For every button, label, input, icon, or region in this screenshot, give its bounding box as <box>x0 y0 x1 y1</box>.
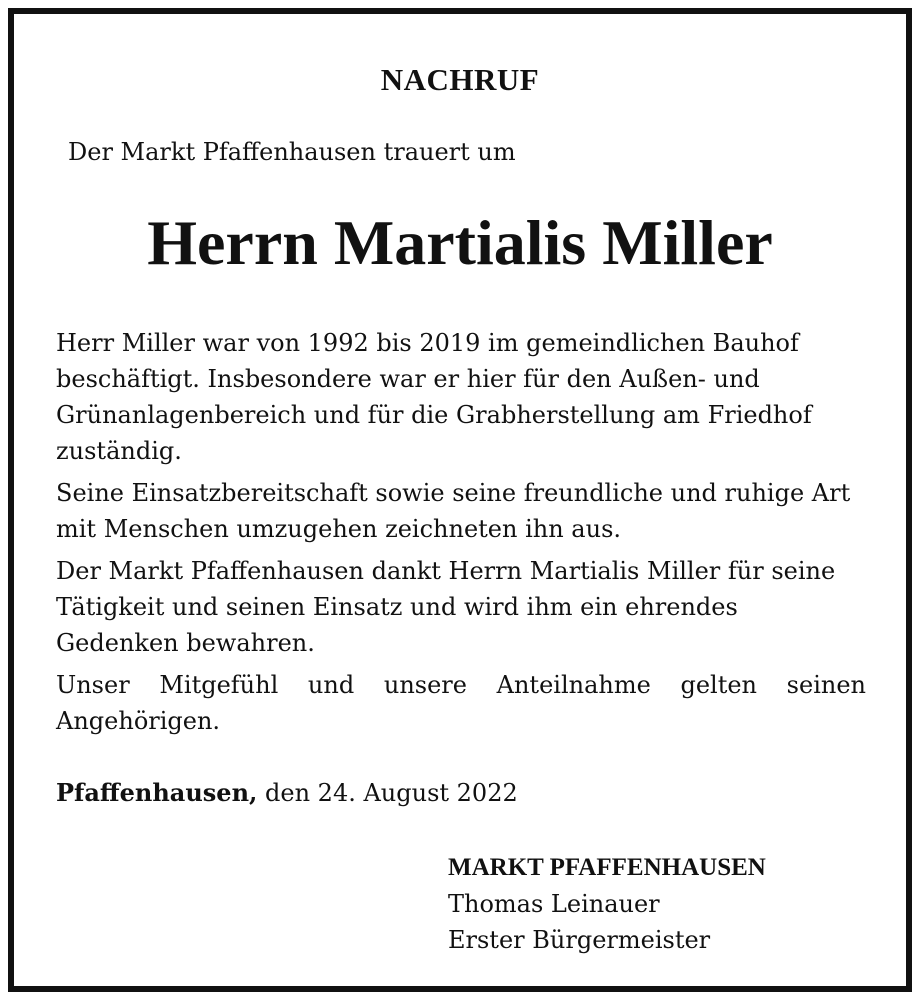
signature-block <box>448 850 766 958</box>
paragraph-career: Herr Miller war von 1992 bis 2019 im gemeindlichen Bauhof beschäftigt. Insbesondere war er hier für den Außen- und Grünanlagenbereich und für die Grabherstellung am Friedhof zuständig. <box>56 329 812 465</box>
signature-organization: MARKT PFAFFENHAUSEN <box>448 854 766 881</box>
paragraph-thanks: Der Markt Pfaffenhausen dankt Herrn Martialis Miller für seine Tätigkeit und seinen Einsatz und wird ihm ein ehrendes Gedenken bewahren. <box>56 557 836 657</box>
place-date-line <box>56 778 518 807</box>
obituary-body <box>56 325 866 745</box>
paragraph-character: Seine Einsatzbereitschaft sowie seine freundliche und ruhige Art mit Menschen umzugehen zeichneten ihn aus. <box>56 479 851 543</box>
date: den 24. August 2022 <box>265 779 518 807</box>
place: Pfaffenhausen, <box>56 778 258 807</box>
signature-person: Thomas Leinauer <box>448 890 660 918</box>
deceased-name: Herrn Martialis Miller <box>147 207 773 278</box>
heading: NACHRUF <box>380 62 540 97</box>
paragraph-condolences: Unser Mitgefühl und unsere Anteilnahme gelten seinen Angehörigen. <box>56 671 866 735</box>
signature-role: Erster Bürgermeister <box>448 926 711 954</box>
intro-line: Der Markt Pfaffenhausen trauert um <box>68 138 516 166</box>
obituary-frame <box>8 8 912 992</box>
